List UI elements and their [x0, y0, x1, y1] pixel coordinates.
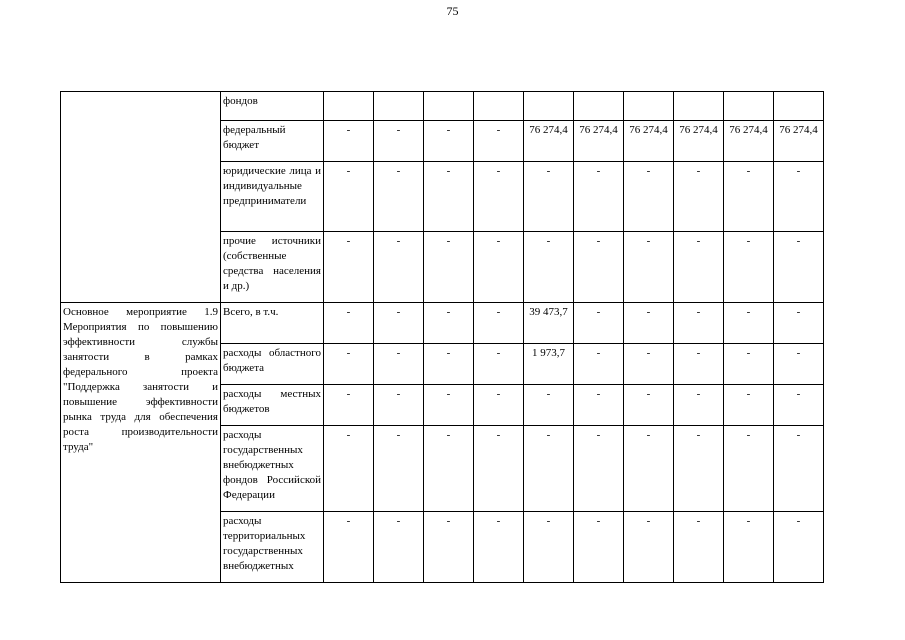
value-cell: -: [424, 344, 474, 385]
value-cell: -: [324, 232, 374, 303]
value-cell: [574, 92, 624, 121]
value-cell: -: [724, 512, 774, 583]
value-cell: -: [424, 162, 474, 232]
value-cell: -: [624, 385, 674, 426]
prev-activity-cell: [61, 92, 221, 303]
value-cell: -: [574, 232, 624, 303]
value-cell: -: [374, 232, 424, 303]
value-cell: -: [424, 303, 474, 344]
value-cell: -: [674, 344, 724, 385]
value-cell: 76 274,4: [674, 121, 724, 162]
value-cell: [674, 92, 724, 121]
value-cell: 76 274,4: [774, 121, 824, 162]
value-cell: -: [674, 426, 724, 512]
value-cell: -: [624, 303, 674, 344]
value-cell: -: [474, 303, 524, 344]
table-body: [61, 92, 824, 583]
value-cell: -: [374, 385, 424, 426]
value-cell: -: [774, 385, 824, 426]
value-cell: -: [424, 232, 474, 303]
value-cell: -: [774, 303, 824, 344]
value-cell: -: [774, 426, 824, 512]
value-cell: -: [374, 121, 424, 162]
value-cell: -: [474, 344, 524, 385]
activity-title: Основное мероприятие 1.9 Мероприятия по повышению эффективности службы занятости в рамках федерального проекта "Поддержка занятости и повышение эффективности рынка труда для обеспечения роста производительности труда": [61, 303, 221, 583]
value-cell: -: [424, 512, 474, 583]
value-cell: -: [724, 162, 774, 232]
budget-table: [60, 91, 824, 583]
value-cell: -: [624, 344, 674, 385]
value-cell: [724, 92, 774, 121]
value-cell: -: [624, 512, 674, 583]
value-cell: -: [424, 385, 474, 426]
value-cell: 76 274,4: [624, 121, 674, 162]
value-cell: -: [774, 162, 824, 232]
value-cell: -: [474, 162, 524, 232]
value-cell: -: [624, 162, 674, 232]
value-cell: -: [724, 426, 774, 512]
source-cell: расходы местных бюджетов: [221, 385, 324, 426]
value-cell: -: [624, 232, 674, 303]
source-cell: расходы государственных внебюджетных фондов Российской Федерации: [221, 426, 324, 512]
value-cell: -: [324, 385, 374, 426]
value-cell: -: [624, 426, 674, 512]
value-cell: -: [474, 512, 524, 583]
value-cell: -: [424, 121, 474, 162]
value-cell: -: [774, 512, 824, 583]
value-cell: -: [474, 121, 524, 162]
value-cell: -: [524, 512, 574, 583]
value-cell: 1 973,7: [524, 344, 574, 385]
value-cell: -: [524, 232, 574, 303]
value-cell: -: [324, 121, 374, 162]
value-cell: -: [324, 426, 374, 512]
value-cell: -: [574, 162, 624, 232]
value-cell: -: [674, 162, 724, 232]
value-cell: -: [374, 162, 424, 232]
value-cell: -: [524, 385, 574, 426]
source-cell: расходы областного бюджета: [221, 344, 324, 385]
value-cell: [424, 92, 474, 121]
value-cell: -: [574, 344, 624, 385]
value-cell: [374, 92, 424, 121]
value-cell: 76 274,4: [724, 121, 774, 162]
source-cell: прочие источники (собственные средства населения и др.): [221, 232, 324, 303]
source-cell: фондов: [221, 92, 324, 121]
value-cell: -: [324, 344, 374, 385]
value-cell: -: [724, 303, 774, 344]
value-cell: -: [724, 232, 774, 303]
value-cell: -: [474, 426, 524, 512]
value-cell: -: [324, 162, 374, 232]
value-cell: -: [774, 344, 824, 385]
value-cell: -: [374, 512, 424, 583]
value-cell: -: [724, 344, 774, 385]
value-cell: -: [374, 303, 424, 344]
value-cell: 39 473,7: [524, 303, 574, 344]
value-cell: -: [574, 426, 624, 512]
value-cell: -: [424, 426, 474, 512]
value-cell: -: [724, 385, 774, 426]
value-cell: [774, 92, 824, 121]
value-cell: -: [674, 385, 724, 426]
value-cell: -: [674, 232, 724, 303]
value-cell: -: [474, 385, 524, 426]
value-cell: -: [774, 232, 824, 303]
value-cell: -: [574, 512, 624, 583]
source-cell: федеральный бюджет: [221, 121, 324, 162]
value-cell: [324, 92, 374, 121]
value-cell: [474, 92, 524, 121]
value-cell: -: [524, 162, 574, 232]
value-cell: -: [474, 232, 524, 303]
page-number: 75: [446, 4, 459, 18]
value-cell: 76 274,4: [524, 121, 574, 162]
value-cell: -: [524, 426, 574, 512]
value-cell: 76 274,4: [574, 121, 624, 162]
value-cell: [624, 92, 674, 121]
source-cell: Всего, в т.ч.: [221, 303, 324, 344]
value-cell: -: [674, 512, 724, 583]
value-cell: -: [324, 512, 374, 583]
value-cell: [524, 92, 574, 121]
table-row: [61, 303, 824, 344]
value-cell: -: [674, 303, 724, 344]
value-cell: -: [574, 385, 624, 426]
value-cell: -: [374, 344, 424, 385]
source-cell: юридические лица и индивидуальные предприниматели: [221, 162, 324, 232]
source-cell: расходы территориальных государственных внебюджетных: [221, 512, 324, 583]
value-cell: -: [374, 426, 424, 512]
value-cell: -: [574, 303, 624, 344]
value-cell: -: [324, 303, 374, 344]
table-row: [61, 92, 824, 121]
